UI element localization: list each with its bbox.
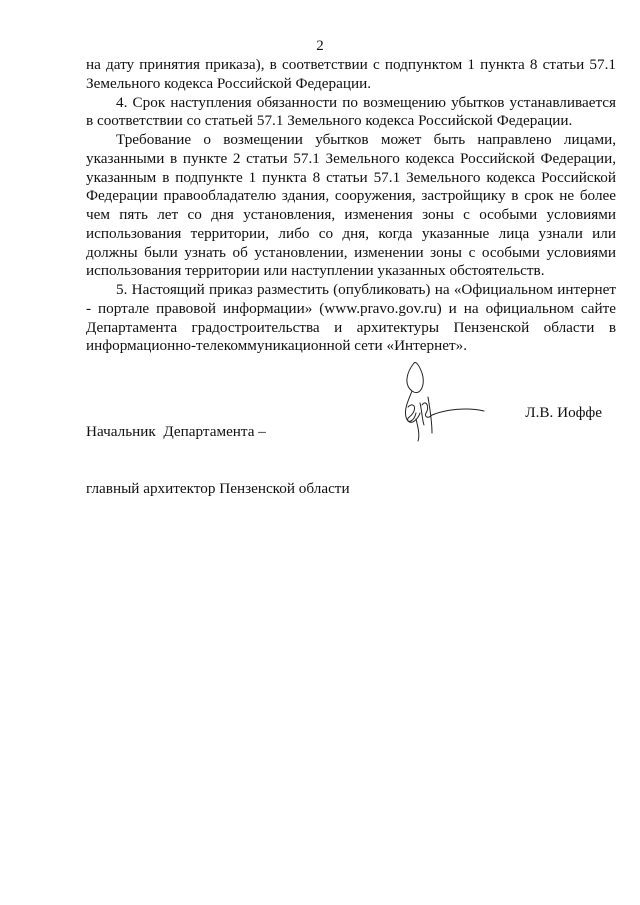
signatory-title — [86, 384, 350, 536]
paragraph-item-5: 5. Настоящий приказ разместить (опубликовать) на «Официальном интернет - портале правовой информации» (www.pravo.gov.ru) и на официальном сайте Департамента градостроительства и архитектуры Пензенской области в информационно-телекоммуникационной сети «Интернет». — [86, 281, 616, 355]
signatory-title-line-2: главный архитектор Пензенской области — [86, 480, 350, 497]
paragraph-continuation: на дату принятия приказа), в соответствии с подпунктом 1 пункта 8 статьи 57.1 Земельного кодекса Российской Федерации. — [86, 56, 616, 92]
signatory-title-line-1: Начальник Департамента – — [86, 423, 266, 440]
document-body — [86, 56, 616, 356]
page-number: 2 — [316, 38, 324, 54]
signature-block — [86, 370, 616, 497]
handwritten-signature-icon — [386, 355, 496, 445]
paragraph-item-4: 4. Срок наступления обязанности по возмещению убытков устанавливается в соответствии со статьей 57.1 Земельного кодекса Российской Федерации. — [86, 93, 616, 130]
signatory-name: Л.В. Иоффе — [525, 404, 602, 421]
paragraph-damages-claim: Требование о возмещении убытков может быть направлено лицами, указанными в пункте 2 статьи 57.1 Земельного кодекса Российской Федерации, указанным в подпункте 1 пункта 8 статьи 57.1 Земельного кодекса Российской Федерации правообладателю здания, сооружения, застройщику в срок не более чем пять лет со дня установления, изменения зоны с особыми условиями использования территории, либо со дня, когда указанные лица узнали или должны были узнать об установлении, изменении зоны с особыми условиями использования территории или наступлении указанных обстоятельств. — [86, 131, 616, 280]
